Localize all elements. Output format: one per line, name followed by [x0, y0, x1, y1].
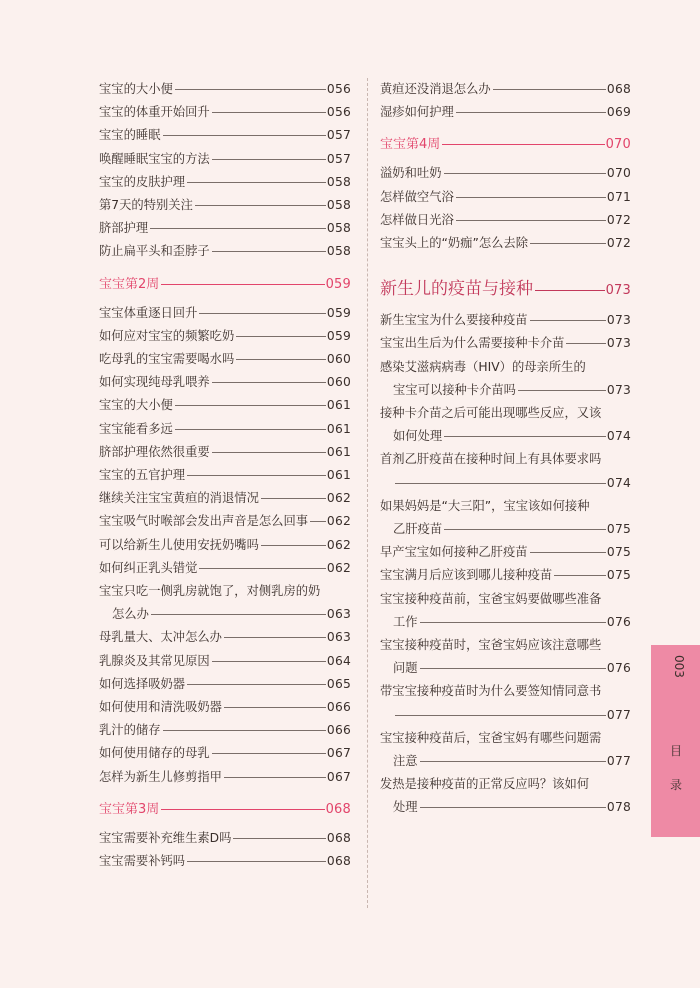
toc-entry[interactable]	[380, 162, 631, 185]
toc-title: 工作	[393, 614, 418, 629]
toc-title: 宝宝出生后为什么需要接种卡介苗	[380, 336, 565, 351]
toc-line	[99, 487, 351, 510]
toc-page-number: 067	[326, 769, 351, 784]
toc-title: 脐部护理	[99, 221, 149, 236]
leader-line	[456, 220, 606, 221]
toc-line	[380, 379, 631, 402]
toc-page-number: 068	[326, 854, 351, 869]
toc-page-number: 059	[326, 305, 351, 320]
toc-title: 宝宝的睡眠	[99, 128, 161, 143]
toc-entry[interactable]	[380, 727, 631, 773]
toc-line	[99, 673, 351, 696]
toc-page-number: 066	[326, 723, 351, 738]
toc-entry[interactable]	[99, 487, 351, 510]
toc-line	[99, 101, 351, 124]
toc-page-number: 069	[606, 105, 631, 120]
toc-page-number: 072	[606, 212, 631, 227]
toc-entry[interactable]	[380, 680, 631, 726]
leader-line	[493, 89, 606, 90]
toc-line	[99, 766, 351, 789]
toc-page-number: 075	[606, 522, 631, 537]
toc-entry[interactable]	[99, 719, 351, 742]
toc-line	[380, 796, 631, 819]
toc-entry[interactable]	[99, 827, 351, 850]
toc-line	[380, 425, 631, 448]
toc-page-number: 077	[606, 754, 631, 769]
toc-title: 宝宝需要补充维生素D吗	[99, 830, 232, 845]
toc-title: 怎样做日光浴	[380, 212, 454, 227]
toc-entry[interactable]	[380, 101, 631, 124]
toc-page-number: 064	[326, 653, 351, 668]
toc-title: 母乳量大、太冲怎么办	[99, 630, 222, 645]
toc-line	[380, 101, 631, 124]
toc-page-number: 058	[326, 198, 351, 213]
toc-page-number: 058	[326, 244, 351, 259]
toc-title: 防止扁平头和歪脖子	[99, 244, 210, 259]
leader-line	[444, 529, 606, 530]
toc-entry[interactable]	[99, 148, 351, 171]
toc-title: 宝宝第2周	[99, 276, 160, 292]
toc-line	[380, 704, 631, 727]
leader-line	[530, 320, 606, 321]
leader-line	[187, 684, 326, 685]
toc-page-number: 075	[606, 568, 631, 583]
toc-title: 宝宝的五官护理	[99, 468, 186, 483]
toc-line	[380, 773, 631, 796]
toc-entry[interactable]	[99, 240, 351, 263]
toc-line	[380, 588, 631, 611]
toc-title: 脐部护理依然很重要	[99, 444, 210, 459]
toc-page-number: 058	[326, 221, 351, 236]
leader-line	[444, 173, 606, 174]
leader-line	[456, 112, 606, 113]
toc-line	[380, 232, 631, 255]
leader-line	[236, 336, 326, 337]
leader-line	[442, 144, 604, 145]
toc-entry[interactable]	[99, 302, 351, 325]
toc-title: 如何纠正乳头错觉	[99, 560, 198, 575]
toc-line	[99, 798, 351, 821]
toc-entry[interactable]	[99, 673, 351, 696]
toc-page-number: 073	[606, 382, 631, 397]
toc-entry[interactable]	[99, 325, 351, 348]
toc-line	[380, 356, 631, 379]
toc-line	[99, 302, 351, 325]
toc-section[interactable]	[99, 273, 351, 296]
leader-line	[420, 761, 606, 762]
toc-line	[99, 603, 351, 626]
toc-line	[380, 448, 631, 471]
toc-title: 问题	[393, 661, 418, 676]
toc-section[interactable]	[380, 133, 631, 156]
toc-entry[interactable]	[99, 348, 351, 371]
toc-line	[99, 557, 351, 580]
toc-line	[99, 171, 351, 194]
toc-entry[interactable]	[380, 541, 631, 564]
toc-page-number: 061	[326, 444, 351, 459]
chapter-tab	[651, 645, 700, 837]
toc-page-number: 060	[326, 352, 351, 367]
toc-title: 宝宝接种疫苗后，宝爸宝妈有哪些问题需	[380, 730, 602, 745]
toc-line	[99, 719, 351, 742]
toc-page-number: 056	[326, 82, 351, 96]
leader-line	[236, 359, 326, 360]
toc-title: 乳汁的储存	[99, 723, 161, 738]
toc-page-number: 068	[325, 801, 351, 817]
leader-line	[530, 552, 606, 553]
toc-title: 早产宝宝如何接种乙肝疫苗	[380, 545, 528, 560]
leader-line	[195, 205, 326, 206]
toc-title: 怎样为新生儿修剪指甲	[99, 769, 222, 784]
toc-title: 注意	[393, 754, 418, 769]
toc-page-number: 058	[326, 174, 351, 189]
toc-line	[99, 464, 351, 487]
toc-page-number: 060	[326, 375, 351, 390]
toc-title: 宝宝只吃一侧乳房就饱了，对侧乳房的奶	[99, 584, 321, 599]
toc-entry[interactable]	[99, 78, 351, 101]
tab-label-char: 录	[669, 778, 682, 792]
toc-title: 宝宝的体重开始回升	[99, 105, 210, 120]
leader-line	[187, 182, 326, 183]
toc-line	[380, 518, 631, 541]
toc-entry[interactable]	[99, 194, 351, 217]
leader-line	[212, 661, 326, 662]
leader-line	[199, 568, 326, 569]
leader-line	[530, 243, 606, 244]
toc-title: 如何使用储存的母乳	[99, 746, 210, 761]
toc-page-number: 077	[606, 707, 631, 722]
toc-line	[99, 742, 351, 765]
toc-line	[99, 394, 351, 417]
leader-line	[212, 112, 326, 113]
toc-entry[interactable]	[99, 580, 351, 626]
toc-title: 处理	[393, 800, 418, 815]
toc-entry[interactable]	[99, 171, 351, 194]
toc-title: 宝宝的大小便	[99, 82, 173, 96]
toc-page-number: 068	[606, 82, 631, 96]
toc-chapter[interactable]	[380, 275, 631, 305]
toc-title: 新生儿的疫苗与接种	[380, 279, 533, 300]
toc-line	[99, 626, 351, 649]
leader-line	[161, 809, 324, 810]
toc-line	[380, 472, 631, 495]
toc-line	[380, 750, 631, 773]
leader-line	[554, 575, 606, 576]
toc-entry[interactable]	[99, 626, 351, 649]
toc-entry[interactable]	[380, 773, 631, 819]
toc-page-number: 062	[326, 537, 351, 552]
toc-title: 宝宝的大小便	[99, 398, 173, 413]
toc-line	[99, 441, 351, 464]
tab-label	[669, 741, 683, 795]
toc-title: 如何应对宝宝的频繁吃奶	[99, 328, 235, 343]
leader-line	[212, 452, 326, 453]
toc-line	[99, 418, 351, 441]
toc-title: 宝宝体重逐日回升	[99, 305, 198, 320]
leader-line	[261, 545, 326, 546]
toc-page-number: 068	[326, 830, 351, 845]
toc-line	[380, 657, 631, 680]
toc-page-number: 057	[326, 128, 351, 143]
leader-line	[261, 498, 326, 499]
leader-line	[518, 390, 606, 391]
leader-line	[151, 614, 326, 615]
toc-line	[99, 371, 351, 394]
toc-page-number: 061	[326, 421, 351, 436]
toc-line	[99, 194, 351, 217]
toc-page-number: 061	[326, 468, 351, 483]
toc-title: 吃母乳的宝宝需要喝水吗	[99, 352, 235, 367]
toc-entry[interactable]	[99, 510, 351, 533]
toc-title: 如何选择吸奶器	[99, 676, 186, 691]
toc-title: 宝宝吸气时喉部会发出声音是怎么回事	[99, 514, 309, 529]
toc-line	[99, 78, 351, 101]
leader-line	[187, 475, 326, 476]
toc-page-number: 063	[326, 607, 351, 622]
toc-page-number: 062	[326, 514, 351, 529]
toc-line	[380, 564, 631, 587]
toc-line	[99, 148, 351, 171]
toc-entry[interactable]	[99, 464, 351, 487]
toc-page-number: 070	[605, 137, 631, 153]
page-number: 003	[672, 655, 686, 678]
toc-entry[interactable]	[380, 495, 631, 541]
toc-entry[interactable]	[380, 588, 631, 634]
leader-line	[212, 251, 326, 252]
toc-line	[99, 240, 351, 263]
toc-title: 宝宝能看多远	[99, 421, 173, 436]
toc-line	[99, 696, 351, 719]
toc-right-column	[380, 78, 631, 820]
toc-entry[interactable]	[380, 78, 631, 101]
toc-line	[99, 534, 351, 557]
toc-title: 首剂乙肝疫苗在接种时间上有具体要求吗	[380, 452, 602, 467]
toc-line	[380, 727, 631, 750]
toc-title: 宝宝需要补钙吗	[99, 854, 186, 869]
toc-title: 唤醒睡眠宝宝的方法	[99, 151, 210, 166]
toc-entry[interactable]	[99, 124, 351, 147]
toc-title: 如何实现纯母乳喂养	[99, 375, 210, 390]
toc-title: 宝宝接种疫苗前，宝爸宝妈要做哪些准备	[380, 591, 602, 606]
toc-page-number: 073	[606, 336, 631, 351]
toc-entry[interactable]	[380, 209, 631, 232]
toc-entry[interactable]	[99, 557, 351, 580]
toc-entry[interactable]	[99, 441, 351, 464]
toc-entry[interactable]	[99, 696, 351, 719]
toc-left-column	[99, 78, 351, 873]
toc-title: 可以给新生儿使用安抚奶嘴吗	[99, 537, 259, 552]
toc-line	[99, 827, 351, 850]
toc-entry[interactable]	[99, 418, 351, 441]
leader-line	[187, 861, 326, 862]
toc-line	[380, 332, 631, 355]
toc-line	[380, 133, 631, 156]
toc-page-number: 075	[606, 545, 631, 560]
toc-title: 如果妈妈是“大三阳”，宝宝该如何接种	[380, 498, 590, 513]
leader-line	[163, 730, 326, 731]
leader-line	[566, 343, 605, 344]
toc-title: 宝宝第3周	[99, 801, 160, 817]
leader-line	[535, 290, 605, 291]
toc-line	[99, 217, 351, 240]
toc-title: 乳腺炎及其常见原因	[99, 653, 210, 668]
toc-page-number: 063	[326, 630, 351, 645]
toc-section[interactable]	[99, 798, 351, 821]
leader-line	[456, 197, 606, 198]
column-divider	[367, 78, 368, 908]
toc-line	[380, 186, 631, 209]
toc-title: 怎样做空气浴	[380, 189, 454, 204]
toc-page-number: 076	[606, 614, 631, 629]
toc-page-number: 062	[326, 491, 351, 506]
toc-line	[99, 348, 351, 371]
toc-entry[interactable]	[380, 448, 631, 494]
toc-title: 发热是接种疫苗的正常反应吗？该如何	[380, 777, 590, 792]
leader-line	[395, 483, 606, 484]
toc-entry[interactable]	[99, 217, 351, 240]
toc-entry[interactable]	[380, 309, 631, 332]
toc-entry[interactable]	[380, 186, 631, 209]
leader-line	[224, 707, 326, 708]
toc-page-number: 073	[605, 283, 631, 299]
toc-line	[380, 275, 631, 305]
leader-line	[175, 89, 326, 90]
toc-title: 湿疹如何护理	[380, 105, 454, 120]
toc-title: 黄疸还没消退怎么办	[380, 82, 491, 96]
leader-line	[395, 715, 606, 716]
leader-line	[224, 637, 326, 638]
toc-page-number: 076	[606, 661, 631, 676]
toc-line	[99, 124, 351, 147]
leader-line	[175, 405, 326, 406]
toc-line	[99, 273, 351, 296]
toc-page-number: 070	[606, 166, 631, 181]
toc-page-number: 072	[606, 236, 631, 251]
tab-label-char: 目	[669, 744, 682, 758]
toc-page-number: 074	[606, 475, 631, 490]
toc-page-number: 059	[326, 328, 351, 343]
toc-line	[380, 634, 631, 657]
toc-title: 第7天的特别关注	[99, 198, 193, 213]
leader-line	[420, 668, 606, 669]
toc-line	[99, 580, 351, 603]
toc-entry[interactable]	[99, 742, 351, 765]
toc-line	[380, 495, 631, 518]
toc-entry[interactable]	[99, 394, 351, 417]
leader-line	[212, 753, 326, 754]
leader-line	[420, 807, 606, 808]
toc-title: 感染艾滋病病毒（HIV）的母亲所生的	[380, 359, 586, 374]
toc-entry[interactable]	[99, 766, 351, 789]
toc-page-number: 057	[326, 151, 351, 166]
toc-entry[interactable]	[380, 332, 631, 355]
toc-title: 宝宝的皮肤护理	[99, 174, 186, 189]
leader-line	[161, 284, 324, 285]
toc-line	[380, 78, 631, 101]
toc-title: 溢奶和吐奶	[380, 166, 442, 181]
toc-title: 继续关注宝宝黄疸的消退情况	[99, 491, 259, 506]
toc-page-number: 071	[606, 189, 631, 204]
toc-line	[380, 162, 631, 185]
toc-title: 乙肝疫苗	[393, 522, 443, 537]
toc-title: 宝宝接种疫苗时，宝爸宝妈应该注意哪些	[380, 638, 602, 653]
toc-line	[380, 680, 631, 703]
toc-entry[interactable]	[380, 402, 631, 448]
toc-line	[380, 541, 631, 564]
toc-page-number: 062	[326, 560, 351, 575]
toc-entry[interactable]	[99, 534, 351, 557]
toc-entry[interactable]	[99, 371, 351, 394]
toc-entry[interactable]	[380, 232, 631, 255]
leader-line	[199, 313, 326, 314]
toc-entry[interactable]	[380, 564, 631, 587]
toc-page-number: 078	[606, 800, 631, 815]
toc-page-number: 067	[326, 746, 351, 761]
toc-title: 带宝宝接种疫苗时为什么要签知情同意书	[380, 684, 602, 699]
toc-page-number: 066	[326, 700, 351, 715]
toc-line	[380, 611, 631, 634]
leader-line	[420, 622, 606, 623]
leader-line	[310, 521, 326, 522]
toc-entry[interactable]	[99, 101, 351, 124]
leader-line	[444, 436, 606, 437]
leader-line	[163, 135, 326, 136]
toc-page-number: 065	[326, 676, 351, 691]
leader-line	[233, 838, 325, 839]
toc-title: 怎么办	[112, 607, 149, 622]
toc-line	[99, 510, 351, 533]
toc-page-number: 059	[325, 276, 351, 292]
toc-title: 宝宝第4周	[380, 137, 441, 153]
toc-title: 如何处理	[393, 429, 443, 444]
toc-page-number: 061	[326, 398, 351, 413]
toc-line	[99, 325, 351, 348]
leader-line	[224, 777, 326, 778]
leader-line	[212, 159, 326, 160]
toc-entry[interactable]	[99, 650, 351, 673]
toc-title: 宝宝头上的“奶痂”怎么去除	[380, 236, 529, 251]
toc-line	[380, 402, 631, 425]
toc-page-number: 074	[606, 429, 631, 444]
leader-line	[175, 429, 326, 430]
toc-line	[380, 209, 631, 232]
toc-line	[99, 650, 351, 673]
toc-title: 新生宝宝为什么要接种疫苗	[380, 313, 528, 328]
toc-title: 宝宝满月后应该到哪儿接种疫苗	[380, 568, 553, 583]
toc-entry[interactable]	[380, 356, 631, 402]
leader-line	[150, 228, 326, 229]
toc-title: 如何使用和清洗吸奶器	[99, 700, 222, 715]
leader-line	[212, 382, 326, 383]
toc-line	[380, 309, 631, 332]
toc-entry[interactable]	[99, 850, 351, 873]
toc-page-number: 073	[606, 313, 631, 328]
toc-page-number: 056	[326, 105, 351, 120]
toc-title: 宝宝可以接种卡介苗吗	[393, 382, 516, 397]
toc-title: 接种卡介苗之后可能出现哪些反应，又该	[380, 406, 602, 421]
toc-entry[interactable]	[380, 634, 631, 680]
toc-line	[99, 850, 351, 873]
